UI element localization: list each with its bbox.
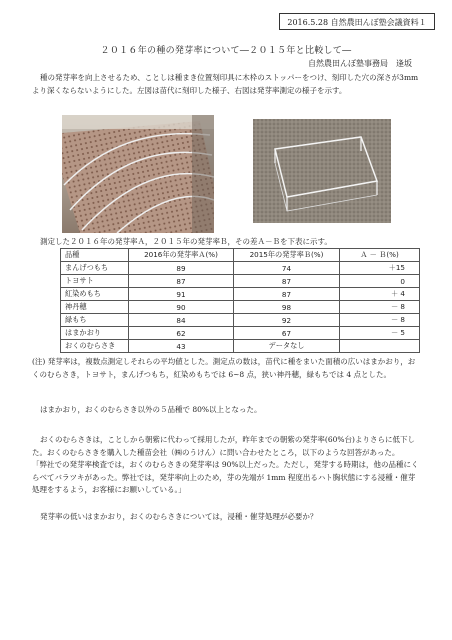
cell-rate-2015: 67 <box>234 327 340 340</box>
okunomurasaki-paragraph: おくのむらさきは，ことしから朝紫に代わって採用したが，昨年までの朝紫の発芽率(60%台)よりさらに低下した。おくのむらさきを購入した種苗会社（㈱のうけん）に問い合わせたところ，以下のような回答があった。 <box>32 435 415 457</box>
table-row <box>61 262 420 275</box>
cell-rate-2016: 91 <box>129 288 234 301</box>
cell-rate-2015: 98 <box>234 301 340 314</box>
header-variety: 品種 <box>61 249 129 262</box>
table-row <box>61 314 420 327</box>
cell-rate-2016: 90 <box>129 301 234 314</box>
table-note: (注) 発芽率は，複数点測定しそれらの平均値とした。測定点の数は，苗代に種をまいた面積の広いはまかおり，おくのむらさき，トヨサト，まんげつもち，紅染めもちでは 6~8 点，狭い神丹穂，緑もちでは 4 点とした。 <box>32 357 416 379</box>
cell-variety: はまかおり <box>61 327 129 340</box>
table-row <box>61 327 420 340</box>
cell-rate-2016: 43 <box>129 340 234 353</box>
cell-difference: － 8 <box>340 314 420 327</box>
cell-variety: 緑もち <box>61 314 129 327</box>
document-reference-box: 2016.5.28 自然農田んぼ塾会議資料１ <box>279 13 435 30</box>
intro-paragraph: 種の発芽率を向上させるため、ことしは種まき位置刻印具に木枠のストッパーをつけ、刻印した穴の深さが3mm より深くならないようにした。左図は苗代に刻印した様子、右図は発芽率測定の様子を示す。 <box>32 73 419 95</box>
cell-difference: － 8 <box>340 301 420 314</box>
document-title: ２０１６年の種の発芽率について―２０１５年と比較して― <box>100 46 352 56</box>
author-line: 自然農田んぼ塾事務局 逢坂 <box>308 59 412 68</box>
table-row <box>61 288 420 301</box>
cell-variety: トヨサト <box>61 275 129 288</box>
table-intro: 測定した２０１６年の発芽率Ａ，２０１５年の発芽率Ｂ，その差Ａ－Ｂを下表に示す。 <box>40 237 332 246</box>
cell-rate-2016: 87 <box>129 275 234 288</box>
cell-variety: 神丹穂 <box>61 301 129 314</box>
cell-difference: ＋15 <box>340 262 420 275</box>
germination-rate-table <box>60 248 420 353</box>
cell-rate-2016: 84 <box>129 314 234 327</box>
cell-variety: おくのむらさき <box>61 340 129 353</box>
cell-difference <box>340 340 420 353</box>
cell-rate-2015: データなし <box>234 340 340 353</box>
cell-difference: 0 <box>340 275 420 288</box>
cell-rate-2015: 74 <box>234 262 340 275</box>
cell-rate-2015: 87 <box>234 275 340 288</box>
cell-rate-2016: 62 <box>129 327 234 340</box>
cell-rate-2015: 92 <box>234 314 340 327</box>
cell-rate-2015: 87 <box>234 288 340 301</box>
header-rate-2015: 2015年の発芽率Ｂ(%) <box>234 249 340 262</box>
cell-difference: ＋ 4 <box>340 288 420 301</box>
cell-rate-2016: 89 <box>129 262 234 275</box>
table-row <box>61 340 420 353</box>
table-row <box>61 275 420 288</box>
table-header-row <box>61 249 420 262</box>
germination-measurement-photo <box>253 119 391 223</box>
cell-variety: まんげつもち <box>61 262 129 275</box>
cell-variety: 紅染めもち <box>61 288 129 301</box>
company-reply-quote: 「弊社での発芽率検査では，おくのむらさきの発芽率は 90%以上だった。ただし，発芽する時期は，他の品種にくらべてバラツキがあった。弊社では，発芽率向上のため，芽の先端が 1mm 程度出るハト胸状態にする浸種・催芽処理をするよう，お客様にお願いしている。」 <box>32 460 419 494</box>
closing-question: 発芽率の低いはまかおり，おくのむらさきについては，浸種・催芽処理が必要か？ <box>40 512 318 521</box>
header-difference: Ａ － Ｂ(%) <box>340 249 420 262</box>
result-summary-paragraph: はまかおり，おくのむらさき以外の５品種で 80%以上となった。 <box>40 405 262 414</box>
seedbed-stamping-photo <box>62 115 214 233</box>
header-rate-2016: 2016年の発芽率Ａ(%) <box>129 249 234 262</box>
cell-difference: － 5 <box>340 327 420 340</box>
table-row <box>61 301 420 314</box>
